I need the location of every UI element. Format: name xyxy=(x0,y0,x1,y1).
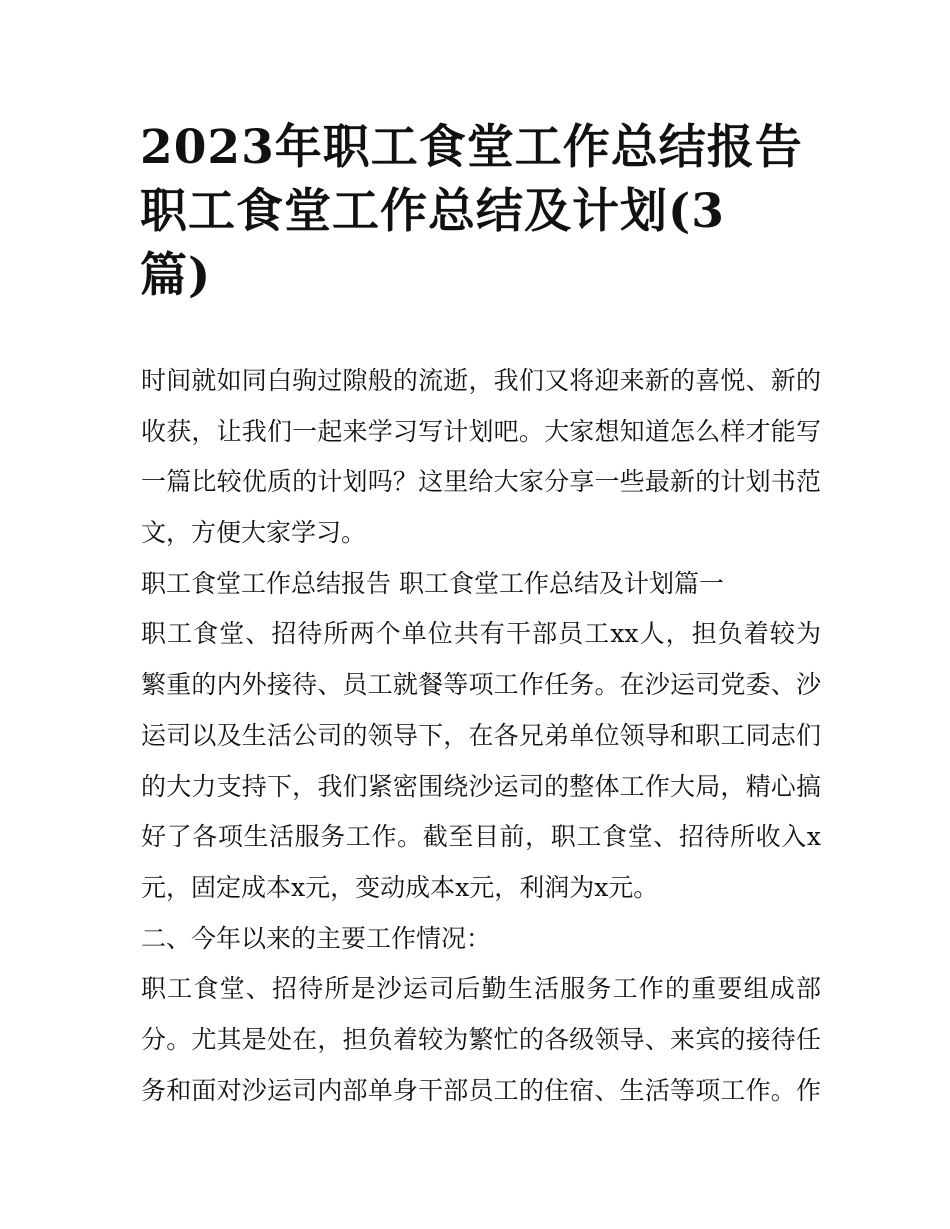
paragraph-line: 的大力支持下，我们紧密围绕沙运司的整体工作大局，精心搞 xyxy=(141,771,821,801)
paragraph-line: 务和面对沙运司内部单身干部员工的住宿、生活等项工作。作 xyxy=(141,1075,821,1105)
paragraph-line: 职工食堂、招待所两个单位共有干部员工xx人，担负着较为 xyxy=(141,619,821,649)
section-heading: 二、今年以来的主要工作情况： xyxy=(141,923,492,953)
section-heading: 职工食堂工作总结报告 职工食堂工作总结及计划篇一 xyxy=(141,568,724,598)
paragraph-line: 收获，让我们一起来学习写计划吧。大家想知道怎么样才能写 xyxy=(141,416,821,446)
title-line-2: 职工食堂工作总结及计划(3 xyxy=(140,184,725,239)
document-title xyxy=(140,116,820,308)
paragraph-line: 一篇比较优质的计划吗？这里给大家分享一些最新的计划书范 xyxy=(141,467,821,497)
paragraph-line: 文，方便大家学习。 xyxy=(141,518,367,548)
document-body xyxy=(141,356,821,1116)
paragraph-line: 运司以及生活公司的领导下，在各兄弟单位领导和职工同志们 xyxy=(141,720,821,750)
paragraph-line: 好了各项生活服务工作。截至目前，职工食堂、招待所收入x xyxy=(141,822,821,852)
paragraph-line: 繁重的内外接待、员工就餐等项工作任务。在沙运司党委、沙 xyxy=(141,670,821,700)
paragraph-line: 元，固定成本x元，变动成本x元，利润为x元。 xyxy=(141,872,659,902)
paragraph-line: 分。尤其是处在，担负着较为繁忙的各级领导、来宾的接待任 xyxy=(141,1024,821,1054)
paragraph-line: 职工食堂、招待所是沙运司后勤生活服务工作的重要组成部 xyxy=(141,974,821,1004)
title-line-3: 篇) xyxy=(140,248,212,303)
title-line-1: 2023年职工食堂工作总结报告 xyxy=(140,120,803,175)
paragraph-line: 时间就如同白驹过隙般的流逝，我们又将迎来新的喜悦、新的 xyxy=(141,366,821,395)
